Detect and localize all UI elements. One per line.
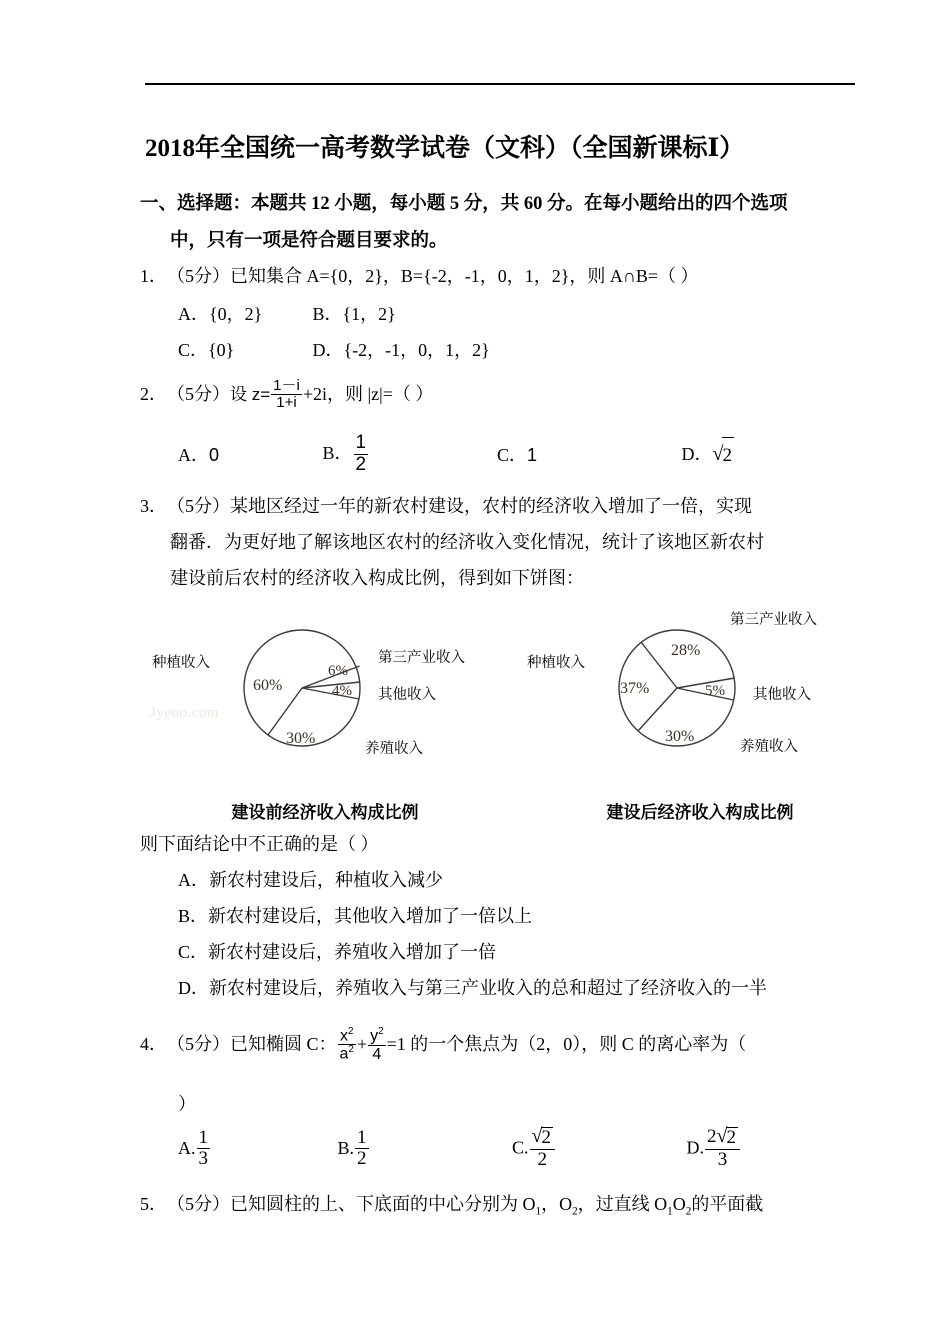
question-3-option-d-label: D． xyxy=(178,978,209,998)
question-4-option-c[interactable] xyxy=(512,1128,682,1171)
pie-before-value-tertiary: 6% xyxy=(328,663,348,679)
question-1-option-b-text: {1，2} xyxy=(342,303,396,324)
pie-chart-before-caption: 建设前经济收入构成比例 xyxy=(231,803,419,822)
question-4-option-d-fraction xyxy=(705,1127,740,1170)
question-4-option-b-label: B. xyxy=(337,1137,355,1158)
question-1 xyxy=(140,258,856,294)
question-3-number: 3． xyxy=(140,496,167,516)
question-2-option-d-radicand: 2 xyxy=(722,437,735,474)
question-2-points: （5分） xyxy=(167,384,230,404)
question-4-option-a-fraction xyxy=(197,1128,211,1170)
question-4-fraction-x2-a2 xyxy=(338,1027,356,1063)
question-1-option-c-label: C． xyxy=(178,339,209,360)
question-5-number: 5． xyxy=(140,1194,167,1214)
question-5-subscript-2: 2 xyxy=(572,1205,578,1218)
question-4-plus-sign: + xyxy=(356,1034,368,1054)
pie-after-label-planting: 种植收入 xyxy=(527,655,585,671)
question-3-option-b-text: 新农村建设后，其他收入增加了一倍以上 xyxy=(208,906,533,926)
question-2-stem-prefix: 设 z= xyxy=(230,385,271,404)
question-2-option-b[interactable] xyxy=(323,434,493,476)
question-5-stem-c: ，过直线 O xyxy=(577,1194,668,1214)
section-heading-line-1: 一、选择题：本题共 12 小题，每小题 5 分，共 60 分。在每小题给出的四个选项 xyxy=(140,194,788,214)
question-4-option-a-numerator: 1 xyxy=(198,1126,208,1148)
question-4-option-b-denominator: 2 xyxy=(357,1148,367,1170)
question-4-option-d-numerator xyxy=(705,1127,740,1150)
pie-after-value-breeding: 30% xyxy=(665,728,695,745)
question-3-stem-text-1: 某地区经过一年的新农村建设，农村的经济收入增加了一倍，实现 xyxy=(230,496,752,516)
question-5-subscript-3: 1 xyxy=(667,1205,673,1218)
question-2-option-b-label: B． xyxy=(322,443,353,464)
question-1-option-a-text: {0，2} xyxy=(209,303,263,324)
question-1-option-a-label: A． xyxy=(178,303,209,324)
question-1-option-b[interactable] xyxy=(313,296,396,332)
question-3-option-c-label: C． xyxy=(178,942,209,962)
question-4-option-d-radicand: 2 xyxy=(726,1127,736,1148)
question-4-fraction-1-numerator xyxy=(338,1027,356,1046)
question-4-option-d-label: D. xyxy=(686,1137,704,1158)
question-2-option-c-label: C． xyxy=(497,445,528,466)
question-4-option-c-label: C. xyxy=(512,1137,529,1158)
question-4-fraction-2-denominator: 4 xyxy=(372,1045,382,1063)
question-4-fraction-2-numerator xyxy=(368,1027,386,1046)
question-1-option-c-text: {0} xyxy=(208,339,235,360)
question-1-number: 1． xyxy=(140,266,167,286)
pie-after-value-planting: 37% xyxy=(620,680,650,697)
question-4-option-b[interactable] xyxy=(337,1126,508,1171)
question-2-stem-suffix: +2i，则 |z|=（ ） xyxy=(302,384,434,404)
pie-before-value-other: 4% xyxy=(332,683,352,699)
question-4-option-c-radical xyxy=(532,1127,554,1149)
question-1-options-row-1 xyxy=(178,294,396,332)
question-1-option-d-label: D． xyxy=(312,339,344,360)
page-title: 2018年全国统一高考数学试卷（文科）（全国新课标Ⅰ） xyxy=(145,135,745,162)
question-5-stem-a: 已知圆柱的上、下底面的中心分别为 O xyxy=(230,1194,536,1214)
question-4-fraction-y2-4 xyxy=(368,1027,386,1063)
question-2-option-a-label: A． xyxy=(178,445,209,466)
pie-after-value-tertiary: 28% xyxy=(671,642,701,659)
question-3-points: （5分） xyxy=(167,496,230,516)
question-4-option-b-fraction xyxy=(355,1128,369,1170)
question-1-option-c[interactable] xyxy=(178,332,308,368)
question-2-option-d[interactable] xyxy=(682,436,735,474)
header-divider xyxy=(145,83,855,85)
pie-after-label-breeding: 养殖收入 xyxy=(740,739,798,755)
question-2-fraction-denominator: 1+i xyxy=(276,394,297,412)
question-3-option-a-label: A． xyxy=(178,870,209,890)
question-2-option-a-text: 0 xyxy=(209,445,220,466)
question-4-option-d[interactable] xyxy=(687,1128,742,1171)
pie-after-value-other: 5% xyxy=(705,683,725,699)
question-4-option-c-fraction xyxy=(530,1127,556,1170)
q4-f2-num-base: y xyxy=(370,1027,379,1045)
question-5-points: （5分） xyxy=(167,1194,230,1214)
question-3-option-a[interactable] xyxy=(178,862,878,898)
question-5-subscript-1: 1 xyxy=(535,1205,542,1218)
q4-f1-den-exp: 2 xyxy=(348,1044,354,1056)
question-4-stem-suffix: =1 的一个焦点为（2，0），则 C 的离心率为（ xyxy=(386,1034,747,1054)
question-4-option-a-denominator: 3 xyxy=(198,1148,208,1170)
section-heading xyxy=(140,186,856,260)
question-3-stem-line-3: 建设前后农村的经济收入构成比例，得到如下饼图： xyxy=(170,568,584,588)
question-1-stem: 已知集合 A={0，2}，B={‐2，‐1，0，1，2}，则 A∩B=（ ） xyxy=(230,266,699,286)
pie-chart-before-svg xyxy=(150,600,500,800)
question-2-number: 2． xyxy=(140,384,167,404)
q4-f2-num-exp: 2 xyxy=(378,1025,384,1037)
question-4-stem-suffix-2: ） xyxy=(178,1094,196,1114)
pie-before-label-breeding: 养殖收入 xyxy=(365,741,423,757)
question-2-option-d-radical xyxy=(713,437,735,474)
question-4-options-row xyxy=(178,1128,741,1171)
pie-after-label-tertiary: 第三产业收入 xyxy=(730,612,817,628)
question-1-option-d[interactable] xyxy=(313,332,490,368)
question-2-option-b-denominator: 2 xyxy=(355,453,367,475)
question-2-options-row xyxy=(178,434,734,476)
question-5-stem-e: 的平面截 xyxy=(691,1194,764,1214)
pie-before-label-tertiary: 第三产业收入 xyxy=(378,650,465,666)
pie-before-label-planting: 种植收入 xyxy=(152,655,210,671)
question-4-option-a-label: A. xyxy=(178,1137,196,1158)
question-3-option-c-text: 新农村建设后，养殖收入增加了一倍 xyxy=(208,942,497,962)
question-5-subscript-4: 2 xyxy=(685,1205,692,1218)
question-3-prompt: 则下面结论中不正确的是（ ） xyxy=(140,834,379,854)
question-2-option-a[interactable] xyxy=(178,437,318,473)
question-4-option-d-coefficient: 2 xyxy=(707,1126,717,1148)
question-3-option-b-label: B． xyxy=(178,906,209,926)
question-3-option-b[interactable] xyxy=(178,898,878,934)
question-2 xyxy=(140,376,856,413)
question-2-fraction xyxy=(271,378,302,411)
question-4-stem-prefix: 已知椭圆 C： xyxy=(230,1034,337,1054)
question-5 xyxy=(140,1186,880,1230)
question-1-options-row-2 xyxy=(178,330,490,368)
q4-f1-num-exp: 2 xyxy=(347,1025,354,1037)
pie-before-value-breeding: 30% xyxy=(286,730,316,747)
pie-chart-after xyxy=(525,600,875,800)
question-1-option-b-label: B． xyxy=(312,303,343,324)
question-3-stem-line-1 xyxy=(140,488,870,524)
question-4-option-d-denominator: 3 xyxy=(717,1148,728,1170)
pie-chart-after-svg xyxy=(525,600,875,800)
section-heading-line-2: 中，只有一项是符合题目要求的。 xyxy=(170,231,448,251)
question-1-points: （5分） xyxy=(167,266,230,286)
question-4-option-c-radicand: 2 xyxy=(541,1127,552,1148)
pie-before-value-planting: 60% xyxy=(253,677,283,694)
question-2-option-b-numerator: 1 xyxy=(355,432,367,453)
question-4 xyxy=(140,1026,880,1064)
question-2-option-d-label: D． xyxy=(681,443,713,464)
question-4-option-c-numerator xyxy=(530,1127,556,1150)
question-2-fraction-numerator: 1－i xyxy=(273,377,300,395)
q4-f1-den-base: a xyxy=(339,1045,349,1063)
question-3-option-d[interactable] xyxy=(178,970,898,1006)
question-4-points: （5分） xyxy=(167,1034,230,1054)
question-3-option-a-text: 新农村建设后，种植收入减少 xyxy=(209,870,443,890)
question-4-fraction-1-denominator xyxy=(338,1045,356,1063)
question-3-stem-line-2: 翻番．为更好地了解该地区农村的经济收入变化情况，统计了该地区新农村 xyxy=(170,532,764,552)
question-3 xyxy=(140,488,870,596)
question-1-option-a[interactable] xyxy=(178,296,308,332)
question-4-option-a[interactable] xyxy=(178,1126,333,1171)
watermark: Jyeoo.com xyxy=(150,705,220,721)
q4-f1-num-base: x xyxy=(339,1027,348,1045)
question-3-option-c[interactable] xyxy=(178,934,878,970)
pie-chart-before xyxy=(150,600,500,800)
question-1-option-d-text: {‐2，‐1，0，1，2} xyxy=(343,339,490,360)
question-4-option-d-radical xyxy=(717,1127,739,1149)
question-2-option-c-text: 1 xyxy=(527,445,538,466)
pie-chart-after-caption: 建设后经济收入构成比例 xyxy=(606,803,794,822)
pie-after-label-other: 其他收入 xyxy=(753,687,811,703)
question-4-number: 4． xyxy=(140,1034,167,1054)
question-3-option-d-text: 新农村建设后，养殖收入与第三产业收入的总和超过了经济收入的一半 xyxy=(209,978,767,998)
pie-before-label-other: 其他收入 xyxy=(378,687,436,703)
question-5-stem-d: O xyxy=(672,1194,686,1214)
question-5-stem-b: ，O xyxy=(541,1194,573,1214)
question-2-option-c[interactable] xyxy=(497,437,677,473)
question-4-option-b-numerator: 1 xyxy=(357,1126,367,1148)
question-4-option-c-denominator: 2 xyxy=(537,1148,548,1170)
question-2-option-b-fraction xyxy=(354,433,369,475)
